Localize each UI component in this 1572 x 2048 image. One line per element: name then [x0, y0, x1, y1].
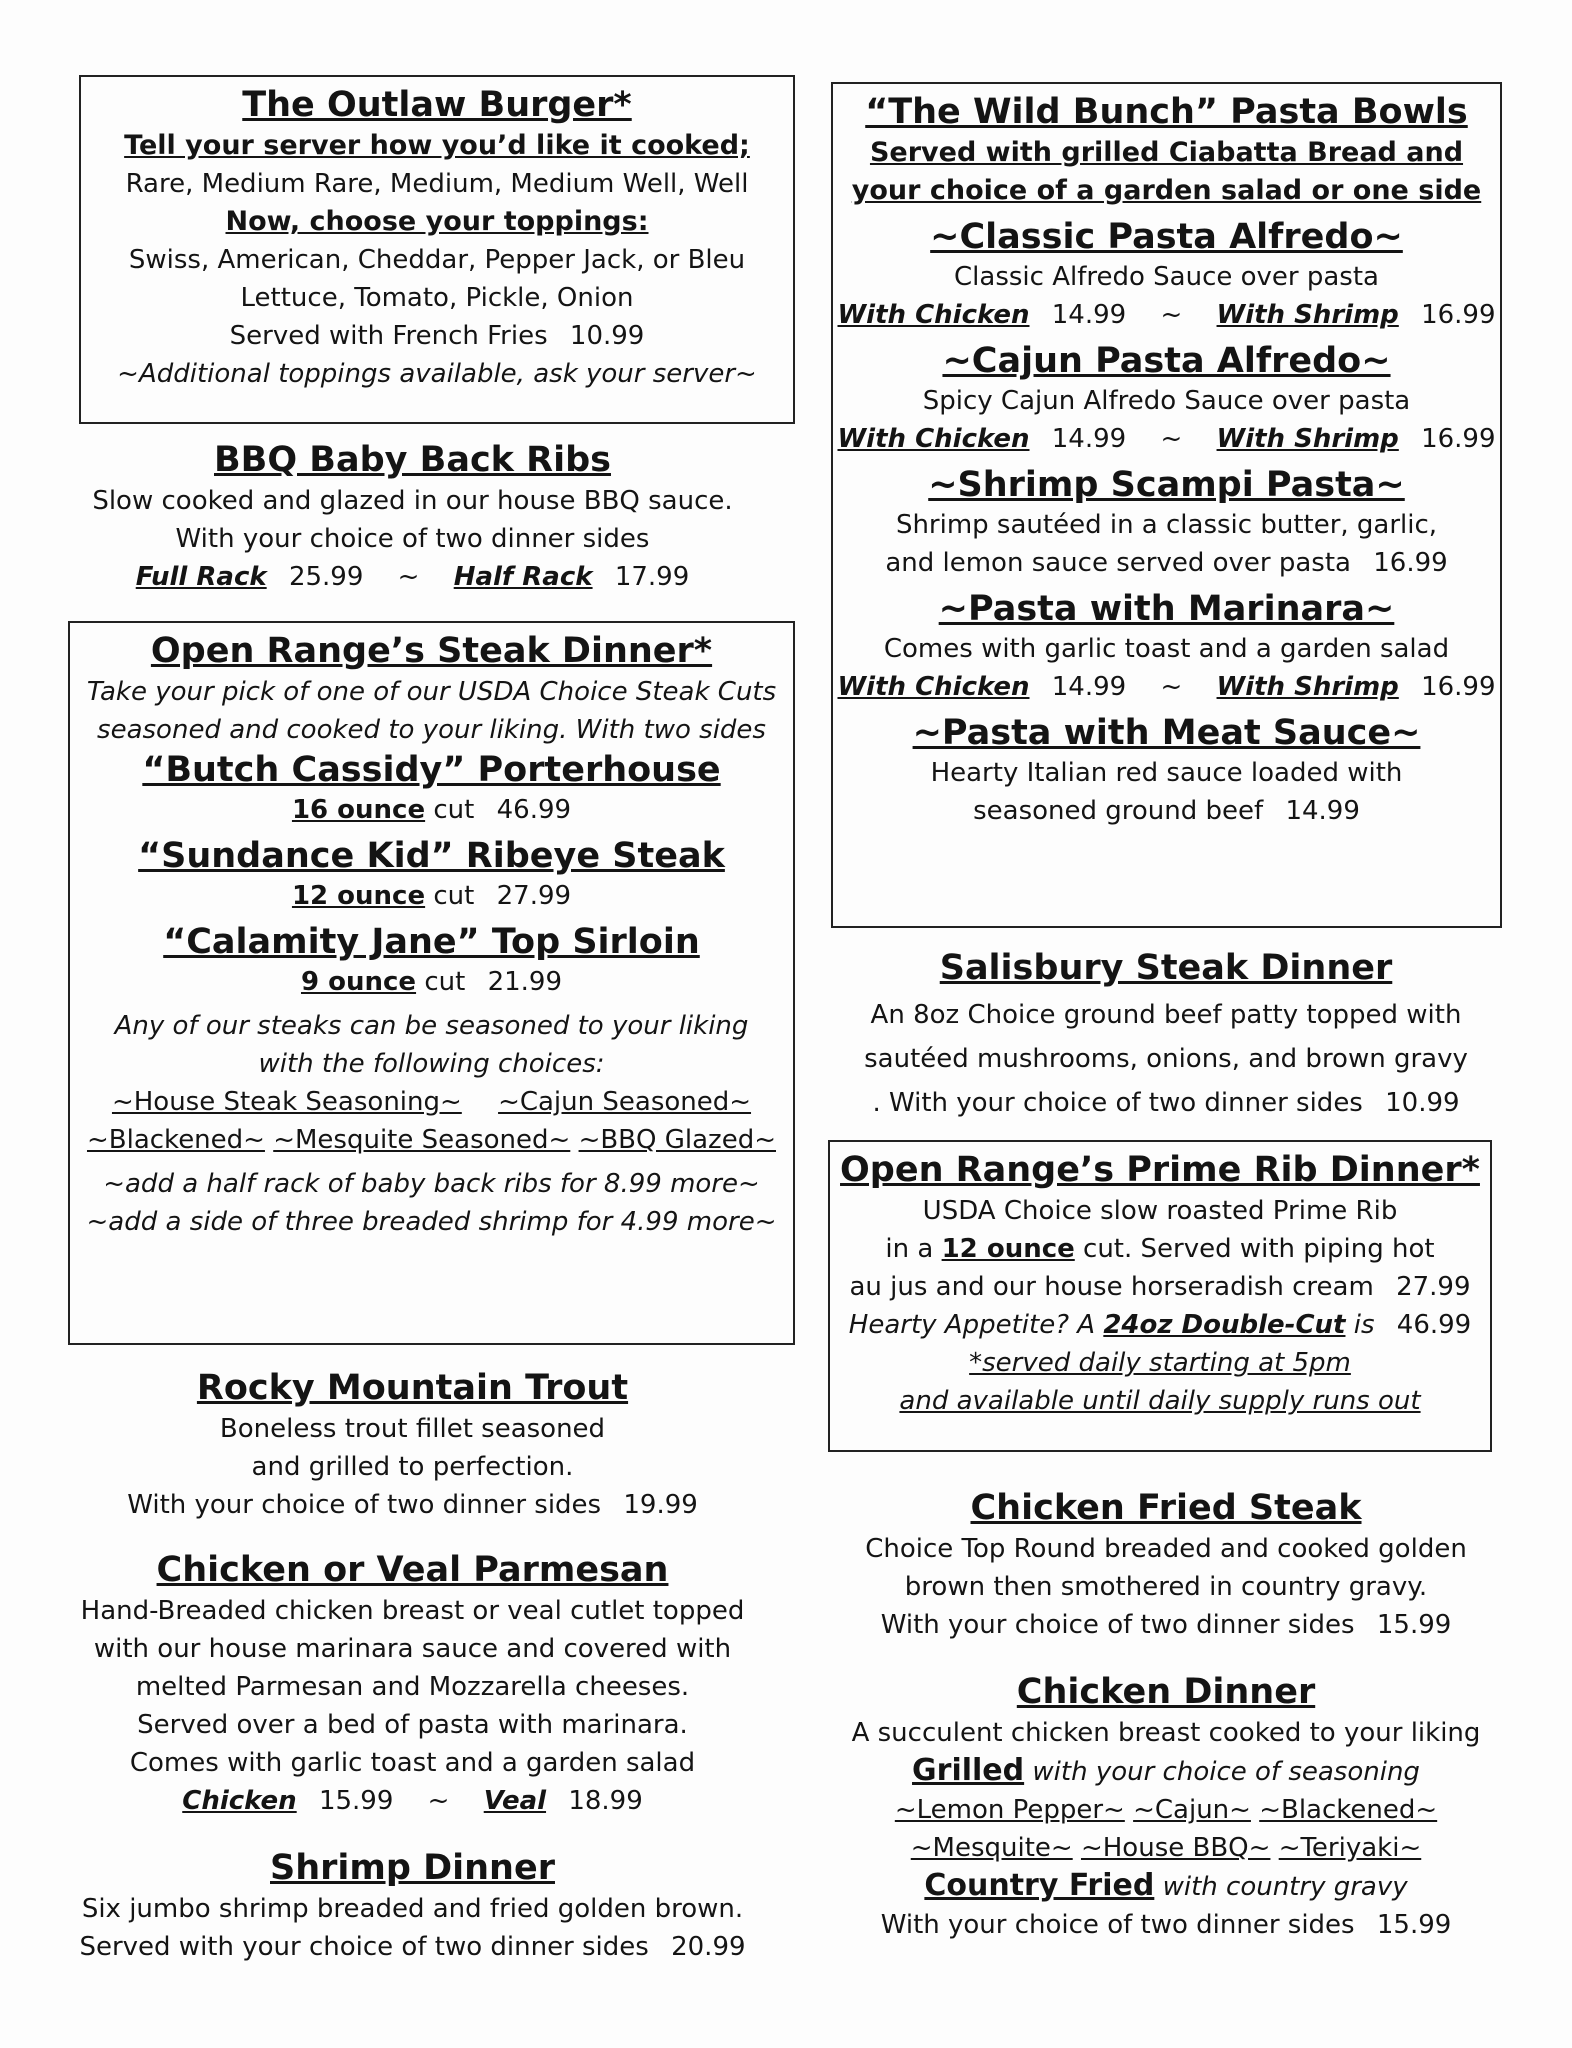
half-rack-label: Half Rack: [453, 562, 593, 592]
parmesan-line4: Served over a bed of pasta with marinara.: [137, 1710, 688, 1740]
seasoning-cajun-chicken: ~Cajun~: [1133, 1795, 1251, 1825]
meat-sauce-name: ~Pasta with Meat Sauce~: [912, 713, 1421, 753]
trout-line1: Boneless trout fillet seasoned: [219, 1414, 606, 1444]
outlaw-burger-price: 10.99: [569, 321, 645, 351]
bbq-ribs-sep: ~: [397, 562, 420, 592]
outlaw-burger-section: [79, 75, 795, 424]
chicken-dinner-title: Chicken Dinner: [1016, 1672, 1316, 1712]
parmesan-veal-price: 18.99: [568, 1786, 643, 1816]
trout-title: Rocky Mountain Trout: [196, 1368, 629, 1408]
sirloin-name: “Calamity Jane” Top Sirloin: [163, 922, 700, 962]
meat-sauce-desc2: seasoned ground beef: [973, 796, 1264, 826]
shrimp-dinner-title: Shrimp Dinner: [270, 1848, 555, 1888]
outlaw-burger-served-line: [81, 317, 793, 355]
marinara-desc: Comes with garlic toast and a garden salad: [883, 634, 1450, 664]
steak-seasonings-row1: [70, 1083, 793, 1121]
outlaw-burger-note: ~Additional toppings available, ask your server~: [117, 359, 757, 389]
prime-rib-line3-row: [830, 1268, 1490, 1306]
bbq-ribs-line2: With your choice of two dinner sides: [175, 524, 650, 554]
scampi-name: ~Shrimp Scampi Pasta~: [928, 465, 1405, 505]
bbq-ribs-prices: [40, 558, 785, 596]
trout-price: 19.99: [623, 1490, 698, 1520]
salisbury-line3: . With your choice of two dinner sides: [872, 1088, 1363, 1118]
chicken-fried-steak-line2: brown then smothered in country gravy.: [904, 1572, 1428, 1602]
outlaw-burger-served: Served with French Fries: [229, 321, 548, 351]
chicken-dinner-line1: A succulent chicken breast cooked to your liking: [851, 1718, 1481, 1748]
cajun-sep: ~: [1160, 424, 1183, 454]
seasoning-house-bbq: ~House BBQ~: [1080, 1833, 1271, 1863]
seasoning-blackened: ~Blackened~: [86, 1125, 265, 1155]
grilled-label: Grilled: [912, 1753, 1025, 1788]
sirloin-size: 9 ounce: [300, 967, 417, 997]
cajun-chicken-price: 14.99: [1051, 424, 1127, 454]
bbq-ribs-title: BBQ Baby Back Ribs: [214, 440, 611, 480]
trout-line3: With your choice of two dinner sides: [127, 1490, 602, 1520]
bbq-ribs-line1: Slow cooked and glazed in our house BBQ sauce.: [92, 486, 733, 516]
seasoning-teriyaki: ~Teriyaki~: [1278, 1833, 1422, 1863]
prime-rib-line2-a: in a: [885, 1234, 934, 1264]
prime-rib-double-cut: 24oz Double-Cut: [1103, 1310, 1346, 1340]
parmesan-line1: Hand-Breaded chicken breast or veal cutlet topped: [80, 1596, 745, 1626]
steak-dinner-title: Open Range’s Steak Dinner*: [150, 631, 713, 671]
bbq-ribs-section: [40, 438, 785, 596]
pasta-bowls-sub2: your choice of a garden salad or one side: [851, 175, 1482, 206]
chicken-fried-steak-section: [831, 1486, 1501, 1644]
outlaw-burger-cheeses: Swiss, American, Cheddar, Pepper Jack, or Bleu: [128, 245, 746, 275]
prime-rib-size: 12 ounce: [941, 1234, 1075, 1264]
porterhouse-size: 16 ounce: [291, 795, 426, 825]
parmesan-section: [40, 1548, 785, 1820]
classic-chicken-label: With Chicken: [837, 300, 1030, 330]
cajun-alfredo-desc: Spicy Cajun Alfredo Sauce over pasta: [922, 386, 1411, 416]
ribeye-size: 12 ounce: [291, 881, 426, 911]
seasoning-house: ~House Steak Seasoning~: [111, 1087, 462, 1117]
pasta-bowls-section: [831, 82, 1502, 928]
parmesan-chicken-price: 15.99: [318, 1786, 394, 1816]
ribeye-cut: [70, 877, 793, 915]
parmesan-line2: with our house marinara sauce and covered with: [93, 1634, 732, 1664]
parmesan-title: Chicken or Veal Parmesan: [156, 1550, 669, 1590]
shrimp-dinner-line1: Six jumbo shrimp breaded and fried golden brown.: [81, 1894, 744, 1924]
scampi-desc2-row: [833, 544, 1500, 582]
classic-alfredo-prices: [833, 296, 1500, 334]
seasoning-blackened-chicken: ~Blackened~: [1259, 1795, 1438, 1825]
seasoning-bbq-glazed: ~BBQ Glazed~: [578, 1125, 776, 1155]
steak-dinner-intro1: Take your pick of one of our USDA Choice Steak Cuts: [86, 677, 777, 707]
pasta-bowls-sub1: Served with grilled Ciabatta Bread and: [869, 137, 1464, 168]
cajun-alfredo-prices: [833, 420, 1500, 458]
pasta-bowls-title: “The Wild Bunch” Pasta Bowls: [865, 92, 1468, 132]
meat-sauce-desc1: Hearty Italian red sauce loaded with: [930, 758, 1403, 788]
meat-sauce-price: 14.99: [1285, 796, 1360, 826]
country-fried-desc: with country gravy: [1162, 1872, 1408, 1902]
trout-section: [40, 1366, 785, 1524]
steak-season-line1: Any of our steaks can be seasoned to your liking: [114, 1011, 749, 1041]
prime-rib-price: 27.99: [1396, 1272, 1471, 1302]
marinara-chicken-label: With Chicken: [837, 672, 1030, 702]
prime-rib-line2-b: cut. Served with piping hot: [1083, 1234, 1435, 1264]
prime-rib-title: Open Range’s Prime Rib Dinner*: [840, 1150, 1480, 1190]
prime-rib-double-price: 46.99: [1396, 1310, 1472, 1340]
steak-season-line2: with the following choices:: [258, 1049, 605, 1079]
marinara-shrimp-label: With Shrimp: [1216, 672, 1399, 702]
scampi-price: 16.99: [1373, 548, 1448, 578]
marinara-chicken-price: 14.99: [1051, 672, 1127, 702]
steak-dinner-section: [68, 621, 795, 1345]
chicken-fried-steak-price: 15.99: [1376, 1610, 1452, 1640]
shrimp-dinner-line2-row: [40, 1928, 785, 1966]
parmesan-veal-label: Veal: [483, 1786, 547, 1816]
ribeye-cut-word: cut: [433, 881, 475, 911]
chicken-dinner-country-row: [831, 1867, 1501, 1906]
cajun-alfredo-name: ~Cajun Pasta Alfredo~: [942, 341, 1391, 381]
classic-chicken-price: 14.99: [1051, 300, 1127, 330]
prime-rib-note2: and available until daily supply runs out: [899, 1386, 1421, 1416]
chicken-fried-steak-title: Chicken Fried Steak: [970, 1488, 1362, 1528]
shrimp-dinner-line2: Served with your choice of two dinner sides: [79, 1932, 649, 1962]
full-rack-label: Full Rack: [135, 562, 267, 592]
outlaw-burger-doneness: Rare, Medium Rare, Medium, Medium Well, Well: [125, 169, 749, 199]
chicken-fried-steak-line3: With your choice of two dinner sides: [880, 1610, 1355, 1640]
prime-rib-line3: au jus and our house horseradish cream: [849, 1272, 1374, 1302]
prime-rib-line2: [830, 1230, 1490, 1268]
parmesan-sep: ~: [427, 1786, 450, 1816]
prime-rib-line4-a: Hearty Appetite? A: [848, 1310, 1096, 1340]
parmesan-prices: [40, 1782, 785, 1820]
chicken-dinner-price: 15.99: [1376, 1910, 1452, 1940]
ribeye-price: 27.99: [496, 881, 572, 911]
marinara-shrimp-price: 16.99: [1421, 672, 1496, 702]
steak-seasonings-row2: [70, 1121, 793, 1159]
classic-sep: ~: [1160, 300, 1183, 330]
trout-line2: and grilled to perfection.: [251, 1452, 574, 1482]
chicken-seasonings-row2: [831, 1829, 1501, 1867]
marinara-sep: ~: [1160, 672, 1183, 702]
classic-shrimp-label: With Shrimp: [1216, 300, 1399, 330]
ribeye-name: “Sundance Kid” Ribeye Steak: [138, 836, 725, 876]
shrimp-dinner-section: [40, 1846, 785, 1966]
seasoning-cajun: ~Cajun Seasoned~: [498, 1087, 752, 1117]
cajun-shrimp-label: With Shrimp: [1216, 424, 1399, 454]
sirloin-cut-word: cut: [424, 967, 466, 997]
prime-rib-line1: USDA Choice slow roasted Prime Rib: [922, 1196, 1398, 1226]
sirloin-price: 21.99: [487, 967, 562, 997]
outlaw-burger-title: The Outlaw Burger*: [242, 85, 632, 125]
scampi-desc1: Shrimp sautéed in a classic butter, garlic,: [895, 510, 1438, 540]
cajun-shrimp-price: 16.99: [1421, 424, 1496, 454]
grilled-desc: with your choice of seasoning: [1032, 1757, 1420, 1787]
porterhouse-cut-word: cut: [433, 795, 475, 825]
chicken-dinner-grilled-row: [831, 1752, 1501, 1791]
sirloin-cut: [70, 963, 793, 1001]
shrimp-dinner-price: 20.99: [671, 1932, 746, 1962]
half-rack-price: 17.99: [614, 562, 690, 592]
chicken-dinner-last-row: [831, 1906, 1501, 1944]
salisbury-section: [831, 946, 1501, 1122]
salisbury-line2: sautéed mushrooms, onions, and brown gravy: [864, 1044, 1468, 1074]
country-fried-label: Country Fried: [924, 1868, 1155, 1903]
porterhouse-price: 46.99: [496, 795, 572, 825]
porterhouse-cut: [70, 791, 793, 829]
seasoning-mesquite: ~Mesquite Seasoned~: [273, 1125, 571, 1155]
marinara-name: ~Pasta with Marinara~: [938, 589, 1395, 629]
classic-alfredo-desc: Classic Alfredo Sauce over pasta: [954, 262, 1379, 292]
prime-rib-line4-b: is: [1353, 1310, 1375, 1340]
prime-rib-note1: *served daily starting at 5pm: [969, 1348, 1351, 1378]
prime-rib-section: [828, 1140, 1492, 1452]
chicken-fried-steak-line3-row: [831, 1606, 1501, 1644]
cajun-chicken-label: With Chicken: [837, 424, 1030, 454]
chicken-dinner-section: [831, 1670, 1501, 1944]
salisbury-line1: An 8oz Choice ground beef patty topped with: [870, 1000, 1462, 1030]
parmesan-line5: Comes with garlic toast and a garden salad: [129, 1748, 696, 1778]
salisbury-title: Salisbury Steak Dinner: [939, 948, 1393, 988]
steak-addon2: ~add a side of three breaded shrimp for 4.99 more~: [86, 1207, 777, 1237]
seasoning-mesquite-chicken: ~Mesquite~: [910, 1833, 1073, 1863]
chicken-fried-steak-line1: Choice Top Round breaded and cooked golden: [865, 1534, 1467, 1564]
prime-rib-line4: [830, 1306, 1490, 1344]
parmesan-chicken-label: Chicken: [182, 1786, 297, 1816]
steak-dinner-intro2: seasoned and cooked to your liking. With two sides: [97, 715, 766, 745]
classic-alfredo-name: ~Classic Pasta Alfredo~: [930, 217, 1403, 257]
classic-shrimp-price: 16.99: [1421, 300, 1496, 330]
outlaw-burger-veg: Lettuce, Tomato, Pickle, Onion: [240, 283, 634, 313]
parmesan-line3: melted Parmesan and Mozzarella cheeses.: [135, 1672, 690, 1702]
steak-addon1: ~add a half rack of baby back ribs for 8.99 more~: [103, 1169, 760, 1199]
full-rack-price: 25.99: [288, 562, 364, 592]
salisbury-line3-row: [831, 1084, 1501, 1122]
salisbury-price: 10.99: [1385, 1088, 1460, 1118]
outlaw-burger-cook-heading: Tell your server how you’d like it cooked;: [124, 130, 750, 161]
chicken-seasonings-row1: [831, 1791, 1501, 1829]
scampi-desc2: and lemon sauce served over pasta: [885, 548, 1351, 578]
porterhouse-name: “Butch Cassidy” Porterhouse: [142, 750, 721, 790]
seasoning-lemon-pepper: ~Lemon Pepper~: [894, 1795, 1125, 1825]
meat-sauce-desc2-row: [833, 792, 1500, 830]
chicken-dinner-line-last: With your choice of two dinner sides: [880, 1910, 1355, 1940]
marinara-prices: [833, 668, 1500, 706]
outlaw-burger-toppings-heading: Now, choose your toppings:: [225, 206, 649, 237]
trout-line3-row: [40, 1486, 785, 1524]
